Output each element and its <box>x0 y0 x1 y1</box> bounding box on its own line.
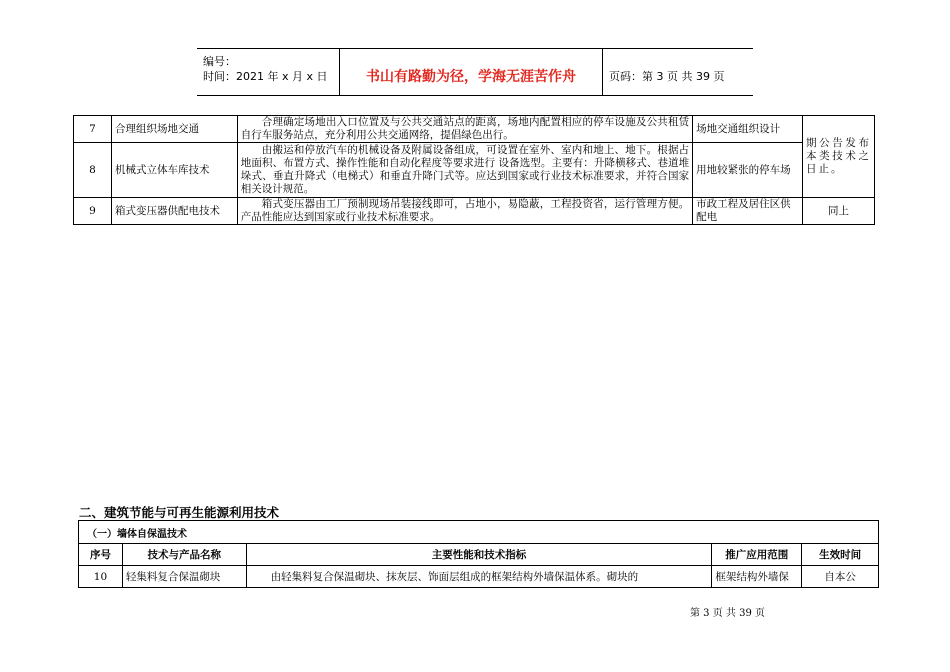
header-name: 技术与产品名称 <box>122 544 246 566</box>
row-description: 合理确定场地出入口位置及与公共交通站点的距离，场地内配置相应的停车设施及公共租赁自行车服务站点，充分利用公共交通网络，提倡绿色出行。 <box>237 116 692 143</box>
row-effective-time: 期公告发布本类技术之日止。 <box>803 116 875 198</box>
row-description: 箱式变压器由工厂预制现场吊装接线即可，占地小，易隐蔽，工程投资省，运行管理方便。产品性能应达到国家或行业技术标准要求。 <box>237 198 692 225</box>
table-header-row <box>79 544 879 566</box>
page-footer: 第 3 页 共 39 页 <box>690 608 765 619</box>
row-number: 10 <box>79 566 123 588</box>
document-number-label: 编号： <box>203 55 236 68</box>
table-row <box>74 143 875 198</box>
table-subtitle: （一）墙体自保温技术 <box>79 521 879 544</box>
row-name: 箱式变压器供配电技术 <box>111 198 237 225</box>
header-time: 生效时间 <box>802 544 879 566</box>
header-scope: 推广应用范围 <box>712 544 802 566</box>
page-header <box>197 48 753 96</box>
header-motto-cell <box>340 49 603 95</box>
header-meta-cell <box>197 49 340 95</box>
header-desc: 主要性能和技术指标 <box>246 544 712 566</box>
row-number: 8 <box>74 143 112 198</box>
row-name: 机械式立体车库技术 <box>111 143 237 198</box>
header-page-cell <box>603 49 753 95</box>
row-name: 合理组织场地交通 <box>111 116 237 143</box>
row-scope: 框架结构外墙保 <box>712 566 802 588</box>
row-scope: 市政工程及居住区供配电 <box>693 198 803 225</box>
table-row <box>79 566 879 588</box>
header-no: 序号 <box>79 544 123 566</box>
technology-table-continued <box>73 115 875 225</box>
table-row <box>74 198 875 225</box>
row-effective-time: 同上 <box>803 198 875 225</box>
row-number: 7 <box>74 116 112 143</box>
table-row <box>74 116 875 143</box>
section-title: 二、建筑节能与可再生能源利用技术 <box>79 505 280 520</box>
row-effective-time: 自本公 <box>802 566 879 588</box>
row-number: 9 <box>74 198 112 225</box>
table-subtitle-row <box>79 521 879 544</box>
row-name: 轻集料复合保温砌块 <box>122 566 246 588</box>
header-motto: 书山有路勤为径，学海无涯苦作舟 <box>366 69 576 85</box>
header-page-label: 页码：第 3 页 共 39 页 <box>609 70 725 83</box>
row-scope: 场地交通组织设计 <box>693 116 803 143</box>
row-description: 由轻集料复合保温砌块、抹灰层、饰面层组成的框架结构外墙保温体系。砌块的 <box>246 566 712 588</box>
row-description: 由搬运和停放汽车的机械设备及附属设备组成，可设置在室外、室内和地上、地下。根据占地面积、布置方式、操作性能和自动化程度等要求进行 设备选型。主要有：升降横移式、巷道堆垛式、垂直升降式（电梯式）和垂直升降门式等。应达到国家或行业技术标准要求，并符合国家相关设计规范。 <box>237 143 692 198</box>
wall-insulation-table <box>78 520 879 588</box>
document-time-label: 时间：2021 年 x 月 x 日 <box>203 70 328 83</box>
row-scope: 用地较紧张的停车场 <box>693 143 803 198</box>
